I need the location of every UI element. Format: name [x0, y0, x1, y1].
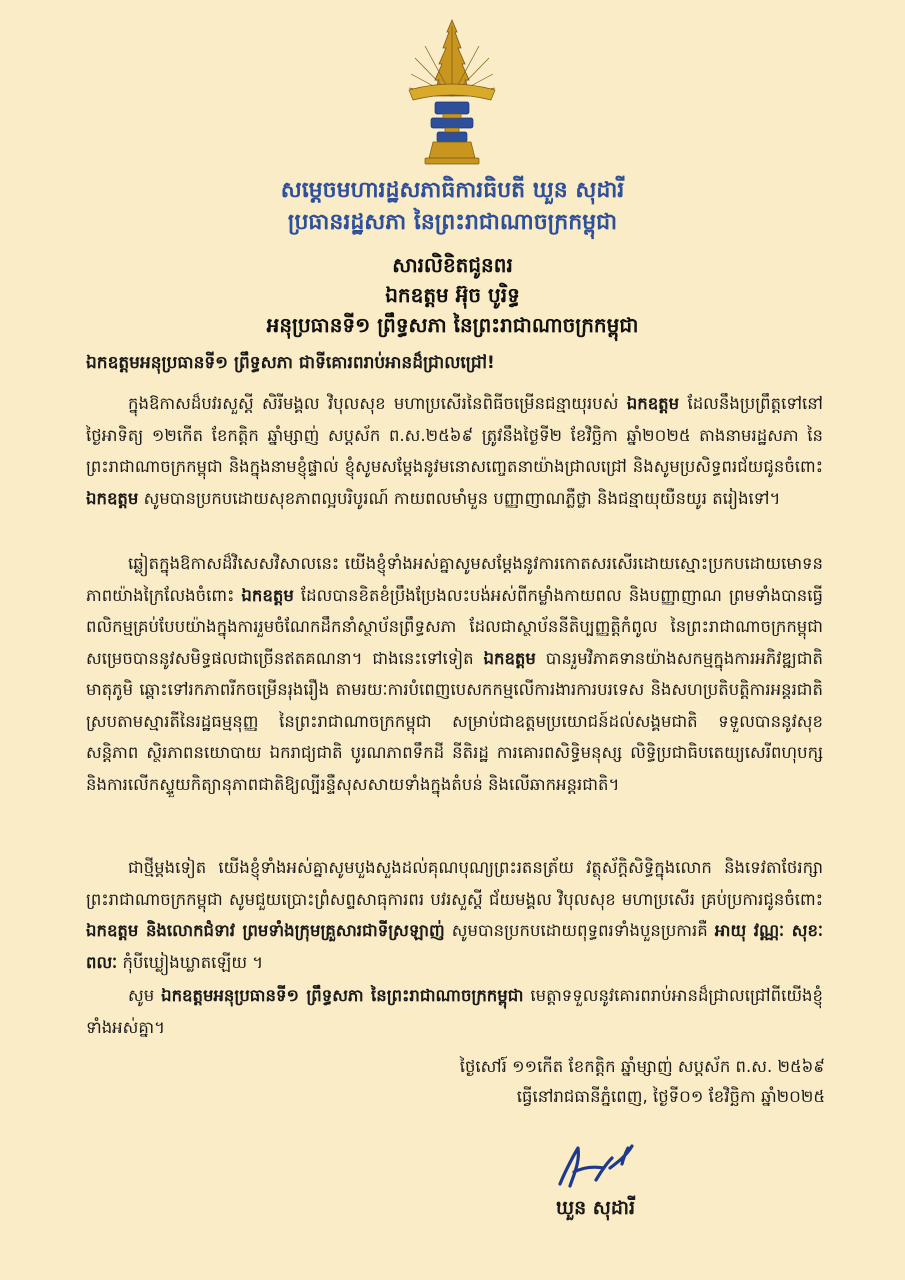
header-line-2: ប្រធានរដ្ឋសភា នៃព្រះរាជាណាចក្រកម្ពុជា [287, 210, 618, 235]
paragraph-text: ជាថ្មីម្តងទៀត យើងខ្ញុំទាំងអស់គ្នាសូមបួងសួងដល់គុណបុណ្យព្រះរតនត្រ័យ វត្ថុស័ក្តិសិទ្ធិក្នុងលោក និងទេវតាថែរក្សាព្រះរាជាណាចក្រកម្ពុជា សូមជួយប្រោះព្រំសព្ទសាធុការពរ បវរសួស្តី ជ័យមង្គល វិបុលសុខ មហាប្រសើរ គ្រប់ប្រការជូនចំពោះ [86, 858, 823, 909]
date-block [460, 1052, 825, 1112]
header-line-1: សម្ដេចមហារដ្ឋសភាធិការធិបតី ឃួន សុដារី [280, 178, 625, 203]
paragraph-text: កុំបីឃ្លៀងឃ្លាតឡើយ ។ [117, 952, 264, 972]
paragraph-text: ដែលនឹងប្រព្រឹត្តទៅនៅថ្ងៃអាទិត្យ ១២កើត ខែកត្តិក ឆ្នាំម្សាញ់ សប្តស័ក ព.ស.២៥៦៩ ត្រូវនឹងថ្ងៃទី២ ខែវិច្ឆិកា ឆ្នាំ២០២៥ តាងនាមរដ្ឋសភា នៃព្រះរាជាណាចក្រកម្ពុជា និងក្នុងនាមខ្ញុំផ្ទាល់ ខ្ញុំសូមសម្តែងនូវមនោសញ្ចេតនាយ៉ាងជ្រាលជ្រៅ និងសូមប្រសិទ្ធពរជ័យជូនចំពោះ [86, 394, 823, 476]
paragraph-text: ឆ្លៀតក្នុងឱកាសដ៏វិសេសវិសាលនេះ យើងខ្ញុំទាំងអស់គ្នាសូមសម្តែងនូវការកោតសរសើរដោយស្មោះប្រកបដោយមោទនភាពយ៉ាងក្រៃលែងចំពោះ [86, 554, 823, 605]
paragraph-3 [86, 852, 823, 978]
paragraph-text: មេត្តាទទួលនូវគោរពរាប់អានដ៏ជ្រាលជ្រៅពីយើងខ្ញុំទាំងអស់គ្នា។ [86, 986, 823, 1037]
salutation: ឯកឧត្តមអនុប្រធានទី១ ព្រឹទ្ធសភា ជាទីគោរពរាប់អានដ៏ជ្រាលជ្រៅ! [86, 353, 495, 373]
paragraph-4 [86, 980, 823, 1043]
paragraph-bold-text: អាយុ វណ្ណៈ សុខៈ ពលៈ [86, 921, 823, 972]
title-line-3: អនុប្រធានទី១ ព្រឹទ្ធសភា នៃព្រះរាជាណាចក្រកម្ពុជា [266, 313, 639, 337]
paragraph-1 [86, 388, 823, 514]
title-line-1: សារលិខិតជូនពរ [392, 253, 513, 277]
paragraph-bold-text: ឯកឧត្តមអនុប្រធានទី១ ព្រឹទ្ធសភា នៃព្រះរាជាណាចក្រកម្ពុជា [161, 986, 524, 1005]
paragraph-bold-text: ឯកឧត្តម [86, 488, 139, 508]
paragraph-text: សូម [128, 986, 162, 1005]
paragraph-text: បានរួមវិភាគទានយ៉ាងសកម្មក្នុងការអភិវឌ្ឍជាតិមាតុភូមិ ឆ្ពោះទៅរកភាពរីកចម្រើនរុងរឿង តាមរយៈការបំពេញបេសកកម្មលើការងារការបរទេស និងសហប្រតិបត្តិការអន្តរជាតិ ស្របតាមស្មារតីនៃរដ្ឋធម្មនុញ្ញ នៃព្រះរាជាណាចក្រកម្ពុជា សម្រាប់ជាឧត្តមប្រយោជន៍ដល់សង្គមជាតិ ទទួលបាននូវសុខសន្តិភាព ស្ថិរភាពនយោបាយ ឯករាជ្យជាតិ បូរណភាពទឹកដី នីតិរដ្ឋ ការគោរពសិទ្ធិមនុស្ស លិទ្ធិប្រជាធិបតេយ្យសេរីពហុបក្ស និងការលើកស្ទួយកិត្យានុភាពជាតិឱ្យល្បីរន្ទឺសុសសាយទាំងក្នុងតំបន់ និងលើឆាកអន្តរជាតិ។ [86, 648, 823, 794]
paragraph-bold-text: ឯកឧត្តម [483, 648, 536, 668]
solar-date: ធ្វើនៅរាជធានីភ្នំពេញ, ថ្ងៃទី០១ ខែវិច្ឆិកា ឆ្នាំ២០២៥ [516, 1087, 825, 1106]
paragraph-bold-text: ឯកឧត្តម និងលោកជំទាវ ព្រមទាំងក្រុមគ្រួសារជាទីស្រឡាញ់ [86, 921, 445, 940]
signer-name: ឃួន សុដារី [556, 1197, 635, 1219]
paragraph-text: សូមបានប្រកបដោយពុទ្ធពរទាំងបួនប្រការគឺ [444, 921, 715, 940]
paragraph-bold-text: ឯកឧត្តម [241, 585, 294, 605]
paragraph-text: ដែលបានខិតខំប្រឹងប្រែងលះបង់អស់ពីកម្លាំងកាយពល និងបញ្ញាញាណ ព្រមទាំងបានធ្វើពលិកម្មគ្រប់បែបយ៉ាងក្នុងការរួមចំណែកដឹកនាំស្ថាប័នព្រឹទ្ធសភា ដែលជាស្ថាប័ននីតិប្បញ្ញត្តិកំពូល នៃព្រះរាជាណាចក្រកម្ពុជា សម្រេចបាននូវសមិទ្ធផលជាច្រើនឥតគណនា។ ជាងនេះទៅទៀត [86, 585, 823, 668]
handwritten-signature-icon [552, 1128, 642, 1192]
paragraph-bold-text: ឯកឧត្តម [626, 394, 680, 413]
paragraph-2 [86, 548, 823, 800]
national-assembly-emblem-icon [405, 18, 499, 166]
title-line-2: ឯកឧត្តម អ៊ុច បូរិទ្ធ [385, 283, 520, 307]
paragraph-text: សូមបានប្រកបដោយសុខភាពល្អបរិបូរណ៍ កាយពលមាំមួន បញ្ញាញាណភ្លឺថ្លា និងជន្មាយុយឺនយូរ តរៀងទៅ។ [138, 488, 781, 508]
lunar-date: ថ្ងៃសៅរ៍ ១១កើត ខែកត្តិក ឆ្នាំម្សាញ់ សប្តស័ក ព.ស. ២៥៦៩ [459, 1057, 825, 1076]
paragraph-text: ក្នុងឱកាសដ៏បវរសួស្តី សិរីមង្គល វិបុលសុខ មហាប្រសើរនៃពិធីចម្រើនជន្មាយុរបស់ [128, 394, 627, 413]
